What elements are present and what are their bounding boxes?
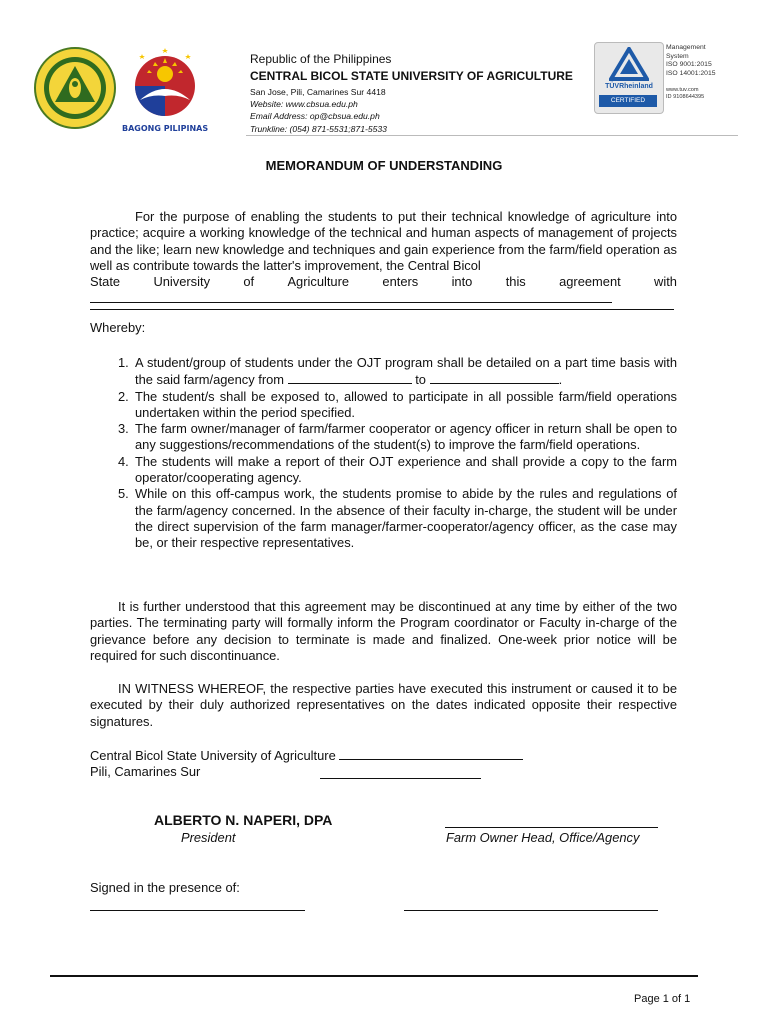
- intro-word: of: [243, 274, 255, 290]
- tuv-site: www.tuv.com: [666, 87, 699, 93]
- date-blank[interactable]: [320, 778, 481, 779]
- item-text-end: .: [558, 372, 563, 388]
- party-line-1: [90, 747, 523, 764]
- list-number: 5.: [118, 486, 129, 502]
- intro-word: State: [90, 274, 121, 290]
- item-text: The farm owner/manager of farm/farmer cooperator or agency officer in return shall be open to any suggestions/recommendations of the student(s) to improve the farm/field operations.: [135, 421, 677, 453]
- witness-1-blank[interactable]: [90, 910, 305, 911]
- list-item: [90, 454, 677, 487]
- party-university: Central Bicol State University of Agriculture: [90, 748, 336, 763]
- farm-owner-signature-blank[interactable]: [445, 827, 658, 828]
- list-item: [90, 421, 677, 454]
- witness-2-blank[interactable]: [404, 910, 658, 911]
- whereby-label: Whereby:: [90, 320, 146, 336]
- item-text: The student/s shall be exposed to, allowed to participate in all possible farm/field operations undertaken within the period specified.: [135, 388, 677, 420]
- trunkline-text: Trunkline: (054) 871-5531;871-5533: [250, 123, 387, 134]
- tuv-info: [666, 44, 724, 101]
- list-number: 3.: [118, 421, 129, 437]
- address-text: San Jose, Pili, Camarines Sur 4418: [250, 87, 386, 97]
- witness-paragraph: IN WITNESS WHEREOF, the respective parties have executed this instrument or caused it to be executed by their duly authorized representatives on the dates indicated opposite their respective signatures.: [90, 681, 677, 729]
- intro-word: University: [153, 274, 211, 290]
- tuv-mgmt: Management System: [666, 44, 706, 60]
- tuv-certified: CERTIFIED: [599, 95, 657, 107]
- footer-divider: [50, 975, 698, 977]
- republic-text: Republic of the Philippines: [250, 52, 392, 66]
- list-number: 1.: [118, 355, 129, 370]
- terms-list: [90, 355, 677, 552]
- item-text: A student/group of students under the OJT program shall be detailed on a part time basis with the said farm/agency from: [135, 355, 677, 388]
- bagong-pilipinas-logo: [118, 44, 212, 132]
- list-item: [90, 355, 677, 389]
- intro-last-line: [90, 274, 677, 290]
- list-item: [90, 389, 677, 422]
- item-text: The students will make a report of their OJT experience and shall provide a copy to the farm operator/cooperating agency.: [135, 453, 677, 486]
- document-title: MEMORANDUM OF UNDERSTANDING: [265, 158, 503, 173]
- agency-name-blank-2[interactable]: [90, 309, 674, 310]
- agency-name-blank-1[interactable]: [90, 302, 612, 303]
- intro-word: agreement: [559, 274, 621, 290]
- agency-blank-row-2: [90, 305, 677, 320]
- intro-word: enters: [382, 274, 419, 290]
- list-item: [90, 486, 677, 551]
- intro-word: with: [654, 274, 677, 290]
- tuv-iso-9001: ISO 9001:2015: [666, 61, 712, 68]
- tuv-iso-14001: ISO 14001:2015: [666, 69, 716, 77]
- date-to-blank[interactable]: [430, 371, 559, 384]
- letterhead: [250, 52, 590, 135]
- list-number: 4.: [118, 453, 129, 469]
- tuv-certification-badge: [594, 42, 730, 114]
- signatory-name: ALBERTO N. NAPERI, DPA: [154, 812, 333, 828]
- intro-word: into: [451, 274, 473, 290]
- university-signature-blank[interactable]: [339, 747, 523, 760]
- header-divider: [246, 135, 738, 136]
- witness-label: Signed in the presence of:: [90, 880, 240, 895]
- tuv-triangle-icon: [609, 47, 649, 81]
- intro-text: For the purpose of enabling the students to put their technical knowledge of agriculture into practice; acquire a working knowledge of the technical and human aspects of management of projects and the like; learn new knowledge and techniques and gain experience from the farm/field operation as well as contribute towards the latter's improvement, the Central Bicol: [90, 209, 677, 273]
- cbsua-seal-logo: [34, 44, 116, 132]
- item-text-mid: to: [415, 372, 426, 388]
- website-text: Website: www.cbsua.edu.ph: [250, 99, 358, 110]
- email-text: Email Address: op@cbsua.edu.ph: [250, 111, 380, 122]
- tuv-logo-box: [594, 42, 664, 114]
- intro-paragraph: [90, 209, 677, 337]
- item-text: While on this off-campus work, the students promise to abide by the rules and regulations of the farm/agency concerned. In the absence of their faculty in-charge, the student will be under the direct supervision of the farm manager/farmer-cooperator/agency officer, as the case may be, or their respective representatives.: [135, 486, 677, 551]
- university-name: CENTRAL BICOL STATE UNIVERSITY OF AGRICULTURE: [250, 69, 573, 83]
- tuv-id: ID 9108644395: [666, 94, 705, 100]
- farm-owner-label: Farm Owner Head, Office/Agency: [446, 830, 640, 845]
- intro-word: this: [505, 274, 526, 290]
- list-number: 2.: [118, 388, 129, 404]
- agency-blank-row: [90, 290, 677, 305]
- intro-word: Agriculture: [287, 274, 350, 290]
- page-number: Page 1 of 1: [634, 993, 691, 1005]
- signatory-title: President: [181, 830, 236, 845]
- date-from-blank[interactable]: [288, 371, 412, 384]
- tuv-brand: TÜVRheinland: [605, 83, 653, 90]
- discontinuance-paragraph: It is further understood that this agreement may be discontinued at any time by either of the two parties. The terminating party will formally inform the Program coordinator or Faculty in-charge of the grievance before any decision to terminate is made and finalized. One-week prior notice will be required for such discontinuance.: [90, 599, 677, 663]
- bagong-pilipinas-label: BAGONG PILIPINAS: [122, 124, 209, 133]
- party-line-2: Pili, Camarines Sur: [90, 764, 201, 779]
